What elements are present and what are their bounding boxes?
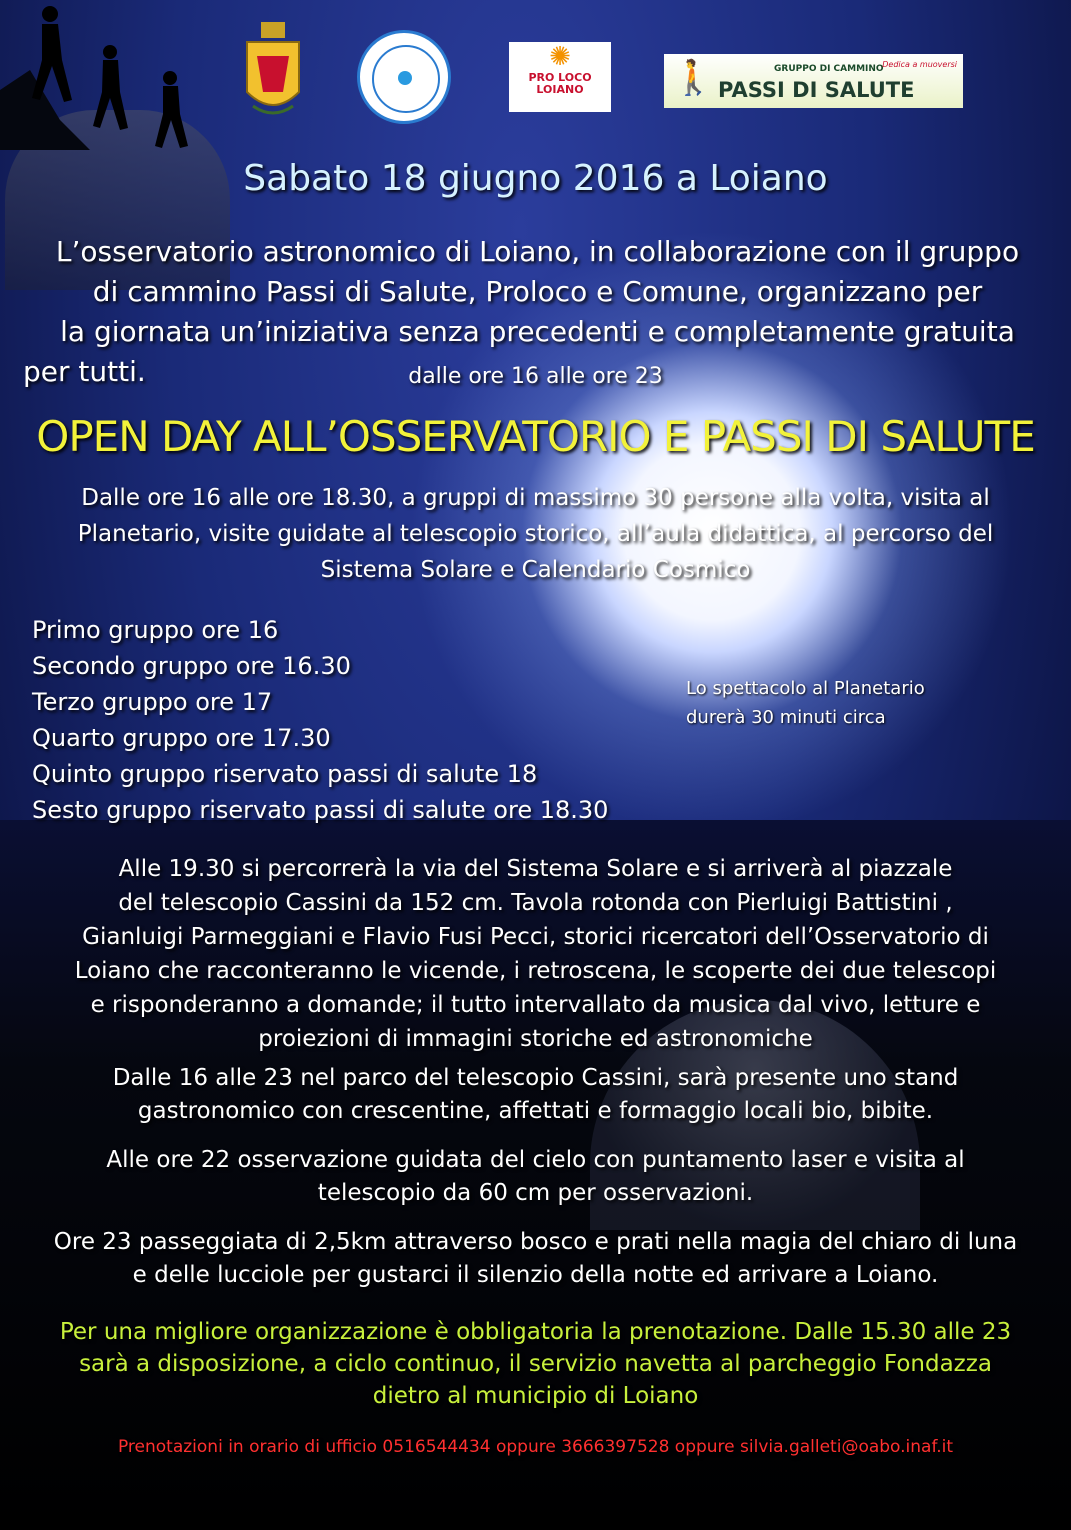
evening-program-paragraph <box>0 852 1071 1056</box>
group-schedule-list <box>32 612 608 828</box>
evening-line: e risponderanno a domande; il tutto intervallato da musica dal vivo, letture e <box>90 992 981 1018</box>
walk-line: Ore 23 passeggiata di 2,5km attraverso bosco e prati nella magia del chiaro di luna <box>53 1229 1018 1255</box>
inaf-observatory-logo <box>357 30 451 124</box>
walk-line: e delle lucciole per gustarci il silenzio della notte ed arrivare a Loiano. <box>132 1262 939 1288</box>
booking-paragraph <box>0 1316 1071 1412</box>
booking-contact: Prenotazioni in orario di ufficio 0516544434 oppure 3666397528 oppure silvia.galleti@oabo.inaf.it <box>117 1437 954 1457</box>
passi-title: PASSI DI SALUTE <box>718 78 915 102</box>
hikers-silhouette-image <box>0 0 215 150</box>
event-hours: dalle ore 16 alle ore 23 <box>408 364 663 389</box>
passi-subtitle: GRUPPO DI CAMMINO <box>774 64 884 74</box>
planetarium-note <box>686 674 925 732</box>
observation-line: telescopio da 60 cm per osservazioni. <box>317 1180 754 1206</box>
logo-star-dot-icon <box>398 71 412 85</box>
sun-icon: ✺ <box>549 42 571 72</box>
planetarium-note-line: durerà 30 minuti circa <box>686 707 886 728</box>
evening-line: Loiano che racconteranno le vicende, i retroscena, le scoperte dei due telescopi <box>74 958 997 984</box>
evening-line: proiezioni di immagini storiche ed astronomiche <box>258 1026 813 1052</box>
group-item: Primo gruppo ore 16 <box>32 616 279 644</box>
visit-line: Sistema Solare e Calendario Cosmico <box>320 557 751 583</box>
group-item: Sesto gruppo riservato passi di salute ore 18.30 <box>32 796 609 824</box>
observation-paragraph <box>0 1144 1071 1210</box>
booking-line: dietro al municipio di Loiano <box>372 1383 699 1409</box>
evening-line: Gianluigi Parmeggiani e Flavio Fusi Pecci, storici ricercatori dell’Osservatorio di <box>82 924 989 950</box>
pro-loco-logo <box>509 42 611 112</box>
group-item: Terzo gruppo ore 17 <box>32 688 273 716</box>
intro-line: per tutti. <box>23 355 146 388</box>
intro-line: L’osservatorio astronomico di Loiano, in collaborazione con il gruppo <box>55 235 1020 268</box>
booking-line: Per una migliore organizzazione è obbligatoria la prenotazione. Dalle 15.30 alle 23 <box>59 1319 1012 1345</box>
walker-icon: 🚶 <box>672 58 715 98</box>
intro-line: la giornata un’iniziativa senza precedenti e completamente gratuita <box>60 315 1015 348</box>
food-line: gastronomico con crescentine, affettati e formaggio locali bio, bibite. <box>137 1098 934 1124</box>
visit-line: Planetario, visite guidate al telescopio storico, all’aula didattica, al percorso del <box>77 521 994 547</box>
group-item: Quarto gruppo ore 17.30 <box>32 724 331 752</box>
evening-line: del telescopio Cassini da 152 cm. Tavola rotonda con Pierluigi Battistini , <box>118 890 953 916</box>
night-walk-paragraph <box>0 1226 1071 1292</box>
booking-line: sarà a disposizione, a ciclo continuo, il servizio navetta al parcheggio Fondazza <box>79 1351 992 1377</box>
food-stand-paragraph <box>0 1062 1071 1128</box>
intro-line: di cammino Passi di Salute, Proloco e Comune, organizzano per <box>92 275 983 308</box>
passi-tagline: Dedica a muoversi <box>882 60 957 69</box>
visit-line: Dalle ore 16 alle ore 18.30, a gruppi di massimo 30 persone alla volta, visita al <box>81 485 990 511</box>
observation-line: Alle ore 22 osservazione guidata del cielo con puntamento laser e visita al <box>106 1147 965 1173</box>
evening-line: Alle 19.30 si percorrerà la via del Sistema Solare e si arriverà al piazzale <box>118 856 953 882</box>
loiano-coat-of-arms-logo <box>243 22 303 122</box>
food-line: Dalle 16 alle 23 nel parco del telescopio Cassini, sarà presente uno stand <box>112 1065 959 1091</box>
pro-loco-text: PRO LOCO LOIANO <box>528 71 592 96</box>
visit-paragraph <box>10 480 1061 588</box>
group-item: Quinto gruppo riservato passi di salute 18 <box>32 760 538 788</box>
event-headline: OPEN DAY ALL’OSSERVATORIO E PASSI DI SALUTE <box>36 412 1035 461</box>
group-item: Secondo gruppo ore 16.30 <box>32 652 351 680</box>
event-date: Sabato 18 giugno 2016 a Loiano <box>243 158 828 199</box>
planetarium-note-line: Lo spettacolo al Planetario <box>686 678 925 699</box>
passi-di-salute-logo <box>664 54 963 108</box>
